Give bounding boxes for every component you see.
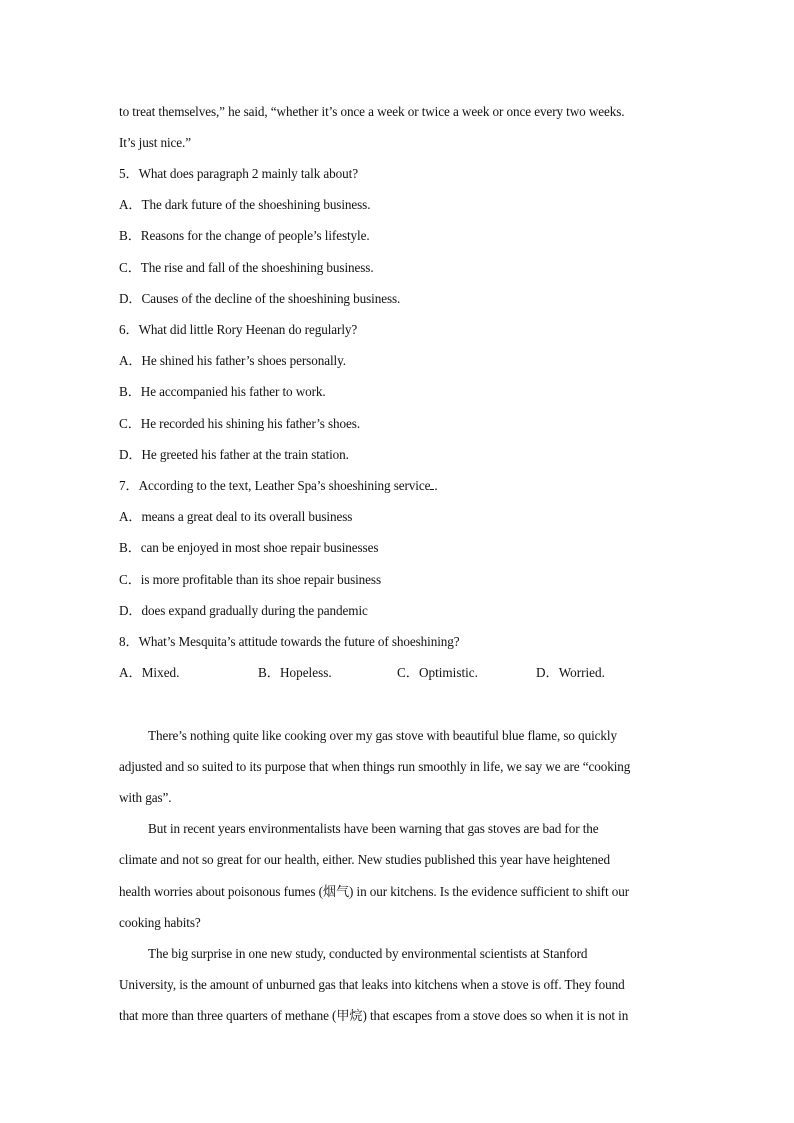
passage-line: cooking habits? xyxy=(119,915,201,930)
passage-line: adjusted and so suited to its purpose that when things run smoothly in life, we say we are “cooking xyxy=(119,759,631,774)
question-stem-text: 7．According to the text, Leather Spa’s shoeshining service xyxy=(119,478,431,493)
question-stem-end: . xyxy=(434,478,438,493)
passage-line: There’s nothing quite like cooking over my gas stove with beautiful blue flame, so quickly xyxy=(148,728,617,743)
question-stem xyxy=(119,478,438,494)
question-stem: 8．What’s Mesquita’s attitude towards the future of shoeshining? xyxy=(119,634,460,649)
answer-option: C．The rise and fall of the shoeshining business. xyxy=(119,260,374,275)
answer-option: D．Worried. xyxy=(536,665,605,680)
answer-option: C．Optimistic. xyxy=(397,665,478,680)
answer-option: A．means a great deal to its overall business xyxy=(119,509,353,524)
answer-option: D．He greeted his father at the train station. xyxy=(119,447,349,462)
answer-option: C．is more profitable than its shoe repair business xyxy=(119,572,381,587)
answer-option: C．He recorded his shining his father’s shoes. xyxy=(119,416,361,431)
intro-line: It’s just nice.” xyxy=(119,135,192,150)
passage-line: University, is the amount of unburned gas that leaks into kitchens when a stove is off. They found xyxy=(119,977,625,992)
answer-option: B．He accompanied his father to work. xyxy=(119,384,326,399)
question-stem: 6．What did little Rory Heenan do regularly? xyxy=(119,322,358,337)
intro-line: to treat themselves,” he said, “whether it’s once a week or twice a week or once every two weeks. xyxy=(119,104,625,119)
passage-line: climate and not so great for our health, either. New studies published this year have heightened xyxy=(119,852,611,867)
question-stem: 5．What does paragraph 2 mainly talk about? xyxy=(119,166,358,181)
passage-line: that more than three quarters of methane (甲烷) that escapes from a stove does so when it is not in xyxy=(119,1008,629,1023)
answer-option: A．Mixed. xyxy=(119,665,180,680)
passage-line: But in recent years environmentalists have been warning that gas stoves are bad for the xyxy=(148,821,599,836)
answer-option: D．does expand gradually during the pandemic xyxy=(119,603,368,618)
answer-option: B．Reasons for the change of people’s lifestyle. xyxy=(119,228,370,243)
answer-option: B．Hopeless. xyxy=(258,665,332,680)
passage-line: health worries about poisonous fumes (烟气) in our kitchens. Is the evidence sufficient to shift our xyxy=(119,884,630,899)
answer-option: D．Causes of the decline of the shoeshining business. xyxy=(119,291,401,306)
passage-line: with gas”. xyxy=(119,790,172,805)
answer-option: A．The dark future of the shoeshining business. xyxy=(119,197,371,212)
answer-option: B．can be enjoyed in most shoe repair businesses xyxy=(119,540,379,555)
passage-line: The big surprise in one new study, conducted by environmental scientists at Stanford xyxy=(148,946,588,961)
answer-option: A．He shined his father’s shoes personally. xyxy=(119,353,346,368)
